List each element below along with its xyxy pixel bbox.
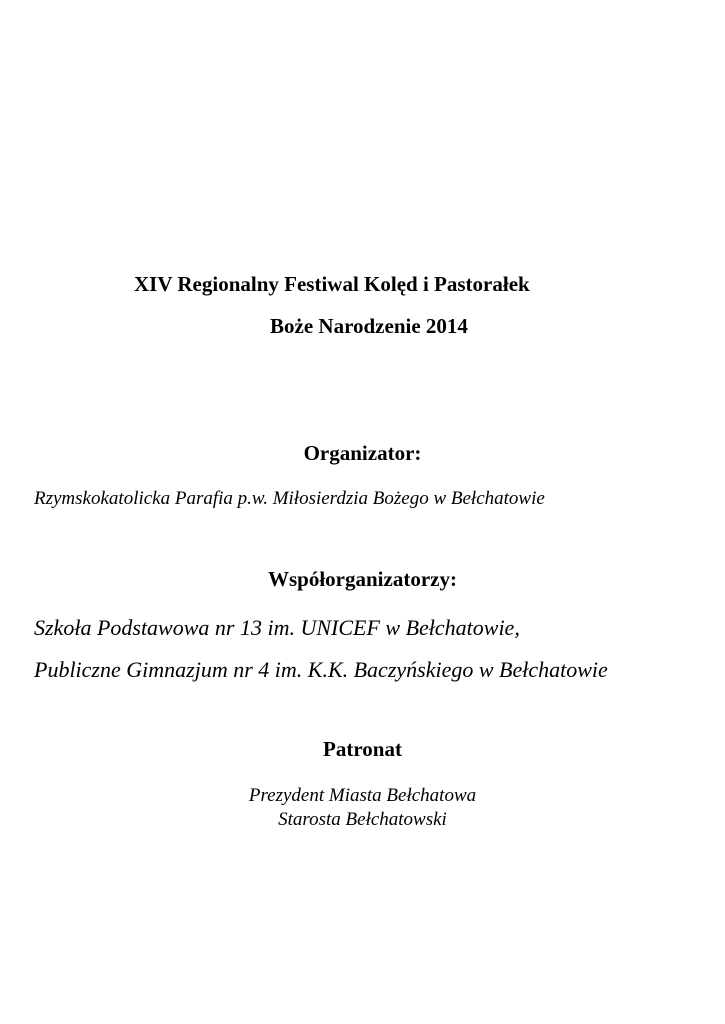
coorganizer-item: Publiczne Gimnazjum nr 4 im. K.K. Baczyńskiego w Bełchatowie — [34, 657, 608, 682]
patronage-heading: Patronat — [323, 737, 402, 761]
coorganizer-item: Szkoła Podstawowa nr 13 im. UNICEF w Bełchatowie, — [34, 615, 520, 640]
organizer-heading: Organizator: — [303, 441, 422, 465]
patron-item: Prezydent Miasta Bełchatowa — [248, 785, 477, 806]
page-title: XIV Regionalny Festiwal Kolęd i Pastorałek — [134, 272, 530, 296]
page-subtitle: Boże Narodzenie 2014 — [270, 314, 468, 338]
organizer-name: Rzymskokatolicka Parafia p.w. Miłosierdzia Bożego w Bełchatowie — [34, 488, 545, 509]
patron-item: Starosta Bełchatowski — [278, 809, 447, 830]
coorganizers-heading: Współorganizatorzy: — [268, 567, 457, 591]
